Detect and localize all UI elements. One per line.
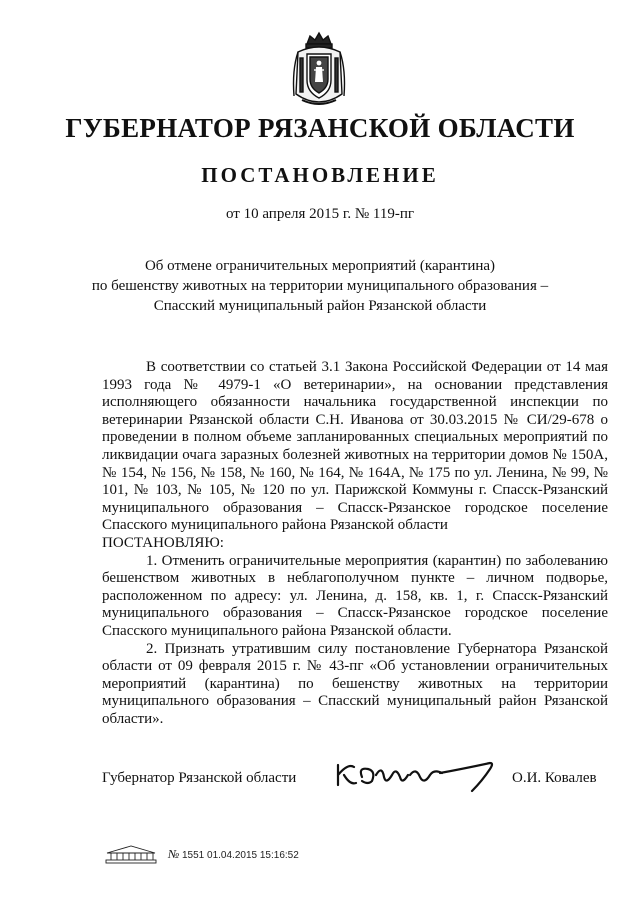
- document-body: [102, 359, 608, 728]
- decree-item-1: 1. Отменить ограничительные мероприятия (карантин) по заболеванию бешенством животных в неблагополучном пункте – личном подворье, расположенном по адресу: ул. Ленина, д. 158, кв. 1, г. Спасск-Рязанский муниципального образования – Спасск-Рязанское городское поселение Спасского муниципального района Рязанской области.: [102, 552, 608, 639]
- document-date-number: от 10 апреля 2015 г. № 119-пг: [225, 206, 415, 222]
- preamble-paragraph: В соответствии со статьей 3.1 Закона Российской Федерации от 14 мая 1993 года № 4979-1 «О ветеринарии», на основании представления исполняющего обязанности начальника государственной инспекции по ветеринарии Рязанской области С.Н. Иванова от 30.03.2015 № СИ/29-678 о проведении в полном объеме запланированных специальных мероприятий по ликвидации очага заразных болезней животных на территории домов № 150А, № 154, № 156, № 158, № 160, № 164, № 164А, № 175 по ул. Ленина, № 99, № 101, № 103, № 105, № 120 по ул. Парижской Коммуны г. Спасск-Рязанский муниципального образования – Спасск-Рязанское городское поселение Спасского муниципального района Рязанской области: [102, 359, 608, 534]
- coat-of-arms-icon: [288, 30, 350, 112]
- signatory-title: Губернатор Рязанской области: [102, 770, 297, 786]
- issuer-title: ГУБЕРНАТОР РЯЗАНСКОЙ ОБЛАСТИ: [65, 113, 575, 143]
- subject-line: Спасский муниципальный район Рязанской области: [153, 298, 487, 314]
- government-building-stamp-icon: [103, 843, 159, 865]
- subject-line: по бешенству животных на территории муниципального образования –: [91, 278, 549, 294]
- decree-item-2: 2. Признать утратившим силу постановление Губернатора Рязанской области от 09 февраля 2015 г. № 43-пг «Об установлении ограничительных мероприятий (карантина) по бешенству животных на территории муниципального образования – Спасский муниципальный район Рязанской области».: [102, 640, 608, 727]
- registration-info: 1551 01.04.2015 15:16:52: [182, 850, 299, 861]
- document-type: ПОСТАНОВЛЕНИЕ: [201, 163, 439, 187]
- handwritten-signature: [332, 755, 508, 797]
- signatory-name: О.И. Ковалев: [512, 770, 597, 786]
- document-subject: [60, 256, 580, 316]
- subject-line: Об отмене ограничительных мероприятий (карантина): [144, 258, 496, 274]
- registration-number-sign: №: [168, 847, 180, 861]
- decree-word: ПОСТАНОВЛЯЮ:: [102, 534, 224, 551]
